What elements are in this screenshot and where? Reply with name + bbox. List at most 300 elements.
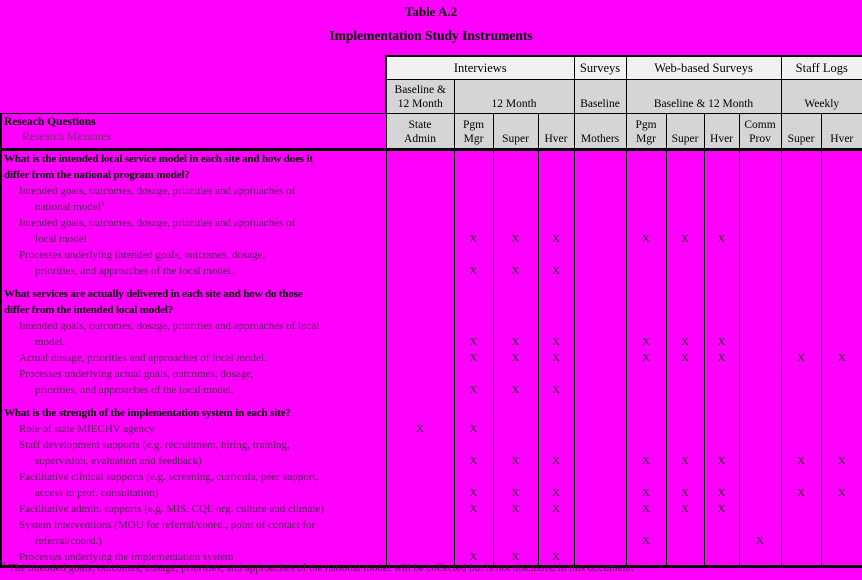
empty-cell xyxy=(704,279,739,286)
empty-cell xyxy=(739,469,781,485)
empty-cell xyxy=(821,199,862,215)
empty-cell xyxy=(781,366,821,382)
empty-cell xyxy=(493,167,538,183)
empty-cell xyxy=(666,286,704,302)
research-questions-header-cell xyxy=(1,114,386,150)
empty-cell xyxy=(704,366,739,382)
empty-cell xyxy=(821,382,862,398)
empty-cell xyxy=(454,199,493,215)
empty-cell xyxy=(574,437,626,453)
empty-cell xyxy=(704,302,739,318)
column-header: Super xyxy=(666,114,704,150)
empty-cell xyxy=(781,167,821,183)
empty-cell xyxy=(739,279,781,286)
empty-cell xyxy=(493,437,538,453)
empty-cell xyxy=(739,405,781,421)
empty-cell xyxy=(454,318,493,334)
empty-cell xyxy=(574,469,626,485)
x-mark-cell: X xyxy=(626,231,666,247)
administration-period-header: 12 Month xyxy=(454,80,574,114)
empty-cell xyxy=(781,533,821,549)
empty-cell xyxy=(574,485,626,501)
empty-cell xyxy=(386,318,454,334)
empty-cell xyxy=(493,421,538,437)
research-measure-text: local model xyxy=(1,231,386,247)
empty-cell xyxy=(739,150,781,168)
empty-cell xyxy=(781,215,821,231)
empty-cell xyxy=(574,334,626,350)
empty-cell xyxy=(574,302,626,318)
x-mark-cell: X xyxy=(454,382,493,398)
empty-cell xyxy=(574,453,626,469)
empty-cell xyxy=(704,398,739,405)
empty-cell xyxy=(386,334,454,350)
empty-cell xyxy=(704,167,739,183)
x-mark-cell: X xyxy=(493,231,538,247)
research-measure-text: Intended goals, outcomes, dosage, priorities and approaches of local xyxy=(1,318,386,334)
empty-cell xyxy=(493,318,538,334)
x-mark-cell: X xyxy=(781,453,821,469)
research-question-text: differ from the intended local model? xyxy=(1,302,386,318)
empty-cell xyxy=(386,150,454,168)
research-measure-text: access to prof. consultation) xyxy=(1,485,386,501)
empty-cell xyxy=(821,247,862,263)
empty-cell xyxy=(574,318,626,334)
empty-cell xyxy=(781,398,821,405)
empty-cell xyxy=(386,231,454,247)
administration-period-header: Baseline & 12 Month xyxy=(626,80,781,114)
empty-cell xyxy=(574,398,626,405)
empty-cell xyxy=(821,469,862,485)
empty-cell xyxy=(386,366,454,382)
empty-cell xyxy=(574,286,626,302)
empty-cell xyxy=(781,334,821,350)
spacer-cell xyxy=(1,279,386,286)
empty-cell xyxy=(386,533,454,549)
question-row xyxy=(1,286,862,302)
empty-cell xyxy=(739,231,781,247)
empty-cell xyxy=(666,199,704,215)
empty-cell xyxy=(574,183,626,199)
empty-cell xyxy=(821,533,862,549)
empty-cell xyxy=(781,501,821,517)
empty-cell xyxy=(704,382,739,398)
empty-cell xyxy=(739,437,781,453)
empty-cell xyxy=(538,199,574,215)
empty-cell xyxy=(454,215,493,231)
x-mark-cell: X xyxy=(781,485,821,501)
empty-cell xyxy=(666,382,704,398)
empty-cell xyxy=(781,421,821,437)
measure-row xyxy=(1,263,862,279)
empty-cell xyxy=(704,318,739,334)
empty-cell xyxy=(821,286,862,302)
empty-cell xyxy=(704,437,739,453)
empty-cell xyxy=(538,167,574,183)
x-mark-cell: X xyxy=(821,485,862,501)
measure-row xyxy=(1,437,862,453)
research-measure-text: priorities, and approaches of the local model. xyxy=(1,263,386,279)
x-mark-cell: X xyxy=(666,453,704,469)
empty-cell xyxy=(386,247,454,263)
empty-cell xyxy=(666,318,704,334)
empty-cell xyxy=(739,485,781,501)
empty-cell xyxy=(454,286,493,302)
x-mark-cell: X xyxy=(454,549,493,567)
empty-cell xyxy=(821,150,862,168)
x-mark-cell: X xyxy=(704,231,739,247)
empty-cell xyxy=(538,421,574,437)
x-mark-cell: X xyxy=(538,453,574,469)
research-measure-text: Facilitative clinical supports (e.g. screening, curricula, peer support, xyxy=(1,469,386,485)
empty-cell xyxy=(493,215,538,231)
x-mark-cell: X xyxy=(493,350,538,366)
empty-cell xyxy=(493,183,538,199)
empty-cell xyxy=(538,366,574,382)
empty-cell xyxy=(739,286,781,302)
research-measure-text: Processes underlying actual goals, outcomes, dosage, xyxy=(1,366,386,382)
empty-cell xyxy=(666,533,704,549)
empty-cell xyxy=(781,517,821,533)
instrument-group-header: Staff Logs xyxy=(781,56,862,80)
empty-cell xyxy=(739,199,781,215)
empty-cell xyxy=(704,247,739,263)
x-mark-cell: X xyxy=(538,382,574,398)
empty-cell xyxy=(781,183,821,199)
empty-cell xyxy=(781,199,821,215)
empty-cell xyxy=(704,286,739,302)
empty-cell xyxy=(781,231,821,247)
empty-cell xyxy=(704,199,739,215)
x-mark-cell: X xyxy=(493,501,538,517)
empty-cell xyxy=(739,398,781,405)
empty-cell xyxy=(626,183,666,199)
empty-cell xyxy=(626,469,666,485)
empty-cell xyxy=(821,231,862,247)
empty-cell xyxy=(386,279,454,286)
measure-row xyxy=(1,453,862,469)
empty-cell xyxy=(666,398,704,405)
empty-cell xyxy=(781,247,821,263)
empty-cell xyxy=(626,405,666,421)
measure-row xyxy=(1,501,862,517)
empty-cell xyxy=(821,334,862,350)
x-mark-cell: X xyxy=(454,231,493,247)
empty-cell xyxy=(626,382,666,398)
empty-cell xyxy=(781,279,821,286)
column-header: Pgm Mgr xyxy=(626,114,666,150)
measure-row xyxy=(1,318,862,334)
x-mark-cell: X xyxy=(626,334,666,350)
empty-cell xyxy=(574,231,626,247)
research-question-text: What is the strength of the implementation system in each site? xyxy=(1,405,386,421)
empty-cell xyxy=(454,302,493,318)
question-row xyxy=(1,150,862,168)
empty-cell xyxy=(821,318,862,334)
empty-cell xyxy=(666,150,704,168)
empty-cell xyxy=(386,263,454,279)
measure-row xyxy=(1,183,862,199)
measure-row xyxy=(1,533,862,549)
measure-row xyxy=(1,382,862,398)
research-measure-text: Staff development supports (e.g. recruitment, hiring, training, xyxy=(1,437,386,453)
empty-cell xyxy=(574,382,626,398)
question-row xyxy=(1,405,862,421)
empty-cell xyxy=(493,517,538,533)
column-header: Mothers xyxy=(574,114,626,150)
empty-cell xyxy=(821,398,862,405)
instrument-group-header: Web-based Surveys xyxy=(626,56,781,80)
instrument-group-row xyxy=(1,56,862,80)
empty-cell xyxy=(574,263,626,279)
spacer-cell xyxy=(1,398,386,405)
empty-cell xyxy=(454,398,493,405)
x-mark-cell: X xyxy=(704,334,739,350)
empty-cell xyxy=(454,247,493,263)
empty-cell xyxy=(821,279,862,286)
x-mark-cell: X xyxy=(626,501,666,517)
research-questions-label: Reseach Questions xyxy=(4,116,96,128)
empty-cell xyxy=(454,405,493,421)
column-header: Super xyxy=(493,114,538,150)
empty-cell xyxy=(386,501,454,517)
x-mark-cell: X xyxy=(493,382,538,398)
x-mark-cell: X xyxy=(739,533,781,549)
empty-cell xyxy=(704,421,739,437)
empty-cell xyxy=(386,167,454,183)
empty-cell xyxy=(386,302,454,318)
instruments-table xyxy=(0,55,862,568)
x-mark-cell: X xyxy=(493,485,538,501)
empty-cell xyxy=(739,421,781,437)
empty-cell xyxy=(386,183,454,199)
empty-cell xyxy=(626,286,666,302)
empty-cell xyxy=(574,533,626,549)
x-mark-cell: X xyxy=(666,350,704,366)
research-measure-text: System interventions (MOU for referral/coord., point of contact for xyxy=(1,517,386,533)
column-header: Comm Prov xyxy=(739,114,781,150)
x-mark-cell: X xyxy=(538,350,574,366)
x-mark-cell: X xyxy=(626,485,666,501)
empty-cell xyxy=(666,302,704,318)
empty-cell xyxy=(666,405,704,421)
empty-cell xyxy=(821,167,862,183)
empty-cell xyxy=(454,437,493,453)
empty-cell xyxy=(538,517,574,533)
empty-cell xyxy=(454,150,493,168)
empty-cell xyxy=(493,279,538,286)
empty-cell xyxy=(538,302,574,318)
column-header-row xyxy=(1,114,862,150)
empty-cell xyxy=(574,199,626,215)
empty-cell xyxy=(386,485,454,501)
footnote-text: The intended goals, outcomes, dosage, priorities, and approaches of the national model will be collected but is not discussed in this document. xyxy=(8,562,634,574)
empty-cell xyxy=(386,350,454,366)
empty-cell xyxy=(386,453,454,469)
empty-cell xyxy=(739,517,781,533)
x-mark-cell: X xyxy=(666,231,704,247)
x-mark-cell: X xyxy=(666,501,704,517)
empty-cell xyxy=(666,279,704,286)
administration-period-header: Baseline & 12 Month xyxy=(386,80,454,114)
empty-cell xyxy=(626,279,666,286)
research-measure-text: national model$^a$ xyxy=(1,199,386,215)
empty-cell xyxy=(626,215,666,231)
empty-cell xyxy=(739,183,781,199)
research-measure-text: Actual dosage, priorities and approaches of local model. xyxy=(1,350,386,366)
research-measure-text: Intended goals, outcomes, dosage, priorities and approaches of xyxy=(1,215,386,231)
empty-cell xyxy=(574,350,626,366)
measure-row xyxy=(1,231,862,247)
footnote-reference: a xyxy=(100,199,105,208)
empty-cell xyxy=(781,469,821,485)
column-header: Super xyxy=(781,114,821,150)
column-header: Hver xyxy=(538,114,574,150)
empty-cell xyxy=(574,279,626,286)
x-mark-cell: X xyxy=(493,453,538,469)
empty-cell xyxy=(739,318,781,334)
empty-cell xyxy=(574,501,626,517)
table-title: Table A.2 xyxy=(404,4,458,19)
x-mark-cell: X xyxy=(538,485,574,501)
empty-cell xyxy=(538,405,574,421)
empty-cell xyxy=(626,167,666,183)
x-mark-cell: X xyxy=(493,334,538,350)
empty-cell xyxy=(626,366,666,382)
empty-cell xyxy=(454,366,493,382)
empty-cell xyxy=(493,405,538,421)
empty-cell xyxy=(666,421,704,437)
research-measures-label: Research Measures xyxy=(22,131,112,143)
question-row xyxy=(1,167,862,183)
empty-cell xyxy=(538,318,574,334)
empty-cell xyxy=(821,421,862,437)
empty-cell xyxy=(821,215,862,231)
empty-cell xyxy=(538,247,574,263)
empty-cell xyxy=(538,286,574,302)
administration-period-header: Weekly xyxy=(781,80,862,114)
empty-cell xyxy=(493,247,538,263)
empty-cell xyxy=(821,366,862,382)
empty-cell xyxy=(538,533,574,549)
empty-cell xyxy=(493,533,538,549)
x-mark-cell: X xyxy=(454,421,493,437)
empty-cell xyxy=(626,517,666,533)
empty-cell xyxy=(666,437,704,453)
empty-cell xyxy=(704,215,739,231)
empty-cell xyxy=(666,263,704,279)
x-mark-cell: X xyxy=(454,350,493,366)
measure-row xyxy=(1,215,862,231)
empty-cell xyxy=(574,421,626,437)
question-row xyxy=(1,302,862,318)
empty-cell xyxy=(538,469,574,485)
empty-cell xyxy=(386,382,454,398)
empty-cell xyxy=(781,405,821,421)
empty-cell xyxy=(626,199,666,215)
x-mark-cell: X xyxy=(666,485,704,501)
empty-cell xyxy=(704,469,739,485)
empty-cell xyxy=(493,469,538,485)
empty-cell xyxy=(493,199,538,215)
empty-cell xyxy=(739,167,781,183)
empty-cell xyxy=(386,398,454,405)
empty-cell xyxy=(626,437,666,453)
x-mark-cell: X xyxy=(454,453,493,469)
measure-row xyxy=(1,366,862,382)
x-mark-cell: X xyxy=(538,231,574,247)
column-header: Hver xyxy=(821,114,862,150)
research-measure-text: Intended goals, outcomes, dosage, priorities and approaches of xyxy=(1,183,386,199)
empty-cell xyxy=(386,199,454,215)
research-question-text: differ from the national program model? xyxy=(1,167,386,183)
measure-row xyxy=(1,199,862,215)
empty-cell xyxy=(493,398,538,405)
empty-cell xyxy=(454,469,493,485)
empty-cell xyxy=(493,302,538,318)
empty-cell xyxy=(781,263,821,279)
x-mark-cell: X xyxy=(821,453,862,469)
empty-cell xyxy=(821,302,862,318)
empty-cell xyxy=(739,215,781,231)
research-measure-text: model. xyxy=(1,334,386,350)
empty-cell xyxy=(538,215,574,231)
column-header: State Admin xyxy=(386,114,454,150)
empty-cell xyxy=(493,150,538,168)
x-mark-cell: X xyxy=(538,334,574,350)
column-header: Hver xyxy=(704,114,739,150)
x-mark-cell: X xyxy=(626,453,666,469)
empty-cell xyxy=(626,150,666,168)
empty-cell xyxy=(704,183,739,199)
empty-cell xyxy=(454,533,493,549)
empty-cell xyxy=(666,247,704,263)
measure-row xyxy=(1,350,862,366)
empty-cell xyxy=(739,247,781,263)
empty-cell xyxy=(538,150,574,168)
x-mark-cell: X xyxy=(454,263,493,279)
empty-cell xyxy=(704,517,739,533)
empty-cell xyxy=(781,318,821,334)
empty-cell xyxy=(704,405,739,421)
empty-cell xyxy=(666,183,704,199)
empty-cell xyxy=(781,382,821,398)
measure-row xyxy=(1,247,862,263)
empty-cell xyxy=(704,533,739,549)
empty-cell xyxy=(781,302,821,318)
empty-cell xyxy=(626,318,666,334)
research-question-text: What is the intended local service model in each site and how does it xyxy=(1,150,386,168)
empty-cell xyxy=(538,279,574,286)
empty-cell xyxy=(821,405,862,421)
empty-cell xyxy=(386,215,454,231)
empty-cell xyxy=(386,469,454,485)
research-measure-text: Role of state MIECHV agency xyxy=(1,421,386,437)
empty-cell xyxy=(739,501,781,517)
empty-cell xyxy=(574,517,626,533)
x-mark-cell: X xyxy=(781,350,821,366)
empty-cell xyxy=(739,263,781,279)
empty-cell xyxy=(538,398,574,405)
empty-cell xyxy=(386,517,454,533)
x-mark-cell: X xyxy=(538,501,574,517)
x-mark-cell: X xyxy=(821,350,862,366)
spacer-row xyxy=(1,398,862,405)
empty-cell xyxy=(493,286,538,302)
column-header: Pgm Mgr xyxy=(454,114,493,150)
x-mark-cell: X xyxy=(454,334,493,350)
empty-cell xyxy=(781,286,821,302)
